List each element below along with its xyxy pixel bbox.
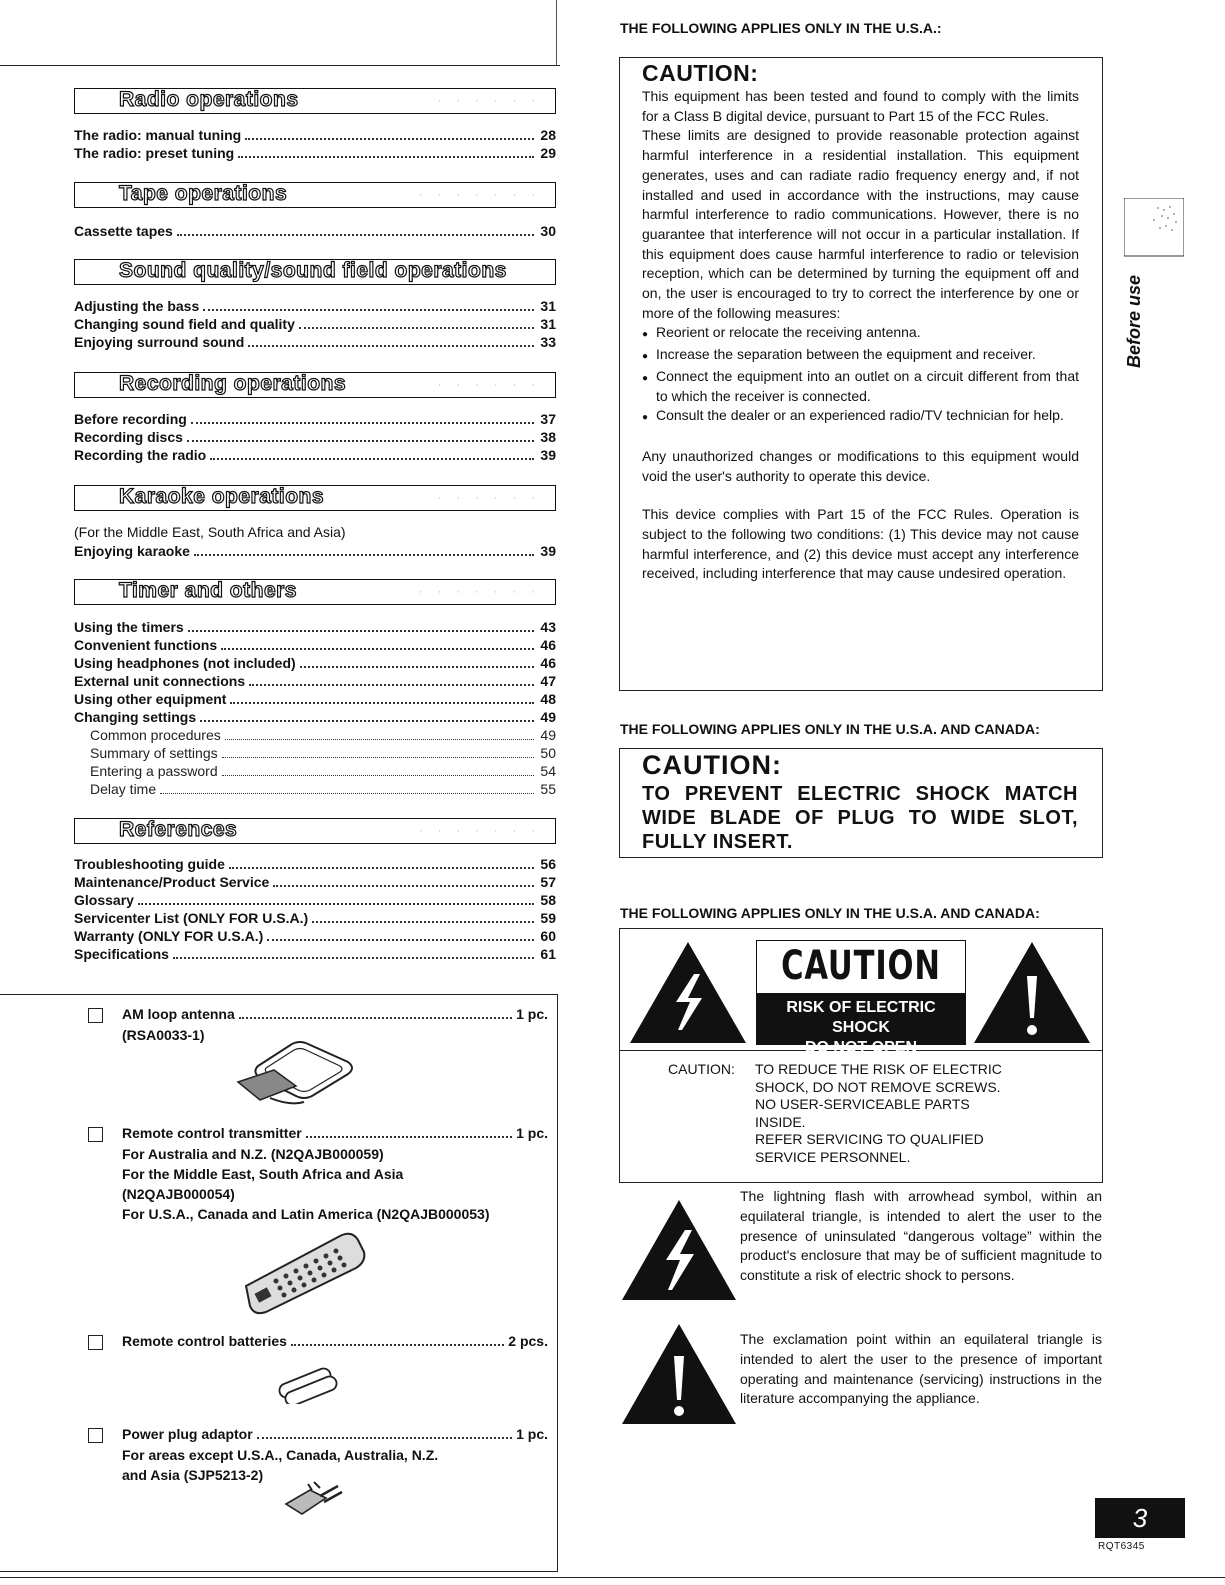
toc-title: Enjoying surround sound [74,334,245,350]
toc-title: Servicenter List (ONLY FOR U.S.A.) [74,910,309,926]
lightning-triangle-icon [628,940,748,1045]
heading-texture: · · · · · · [437,95,541,107]
accessory-line [122,1125,548,1142]
section-heading-tape [74,182,556,208]
toc-title: Cassette tapes [74,223,173,239]
section-heading-tape-text: Tape operations [119,182,288,205]
toc-page: 46 [540,655,556,671]
shock-caution-text [755,1061,1002,1166]
toc-title: Adjusting the bass [74,298,200,314]
fcc-bullet: ● Increase the separation between the equipment and receiver. [642,345,1079,367]
toc-title: Using headphones (not included) [74,655,296,671]
heading-texture: · · · · · · · [419,189,541,201]
toc-title: Delay time [90,781,157,797]
side-tab-graphic [1124,198,1184,258]
toc-row [74,874,556,892]
toc-title: Changing sound field and quality [74,316,295,332]
toc-page: 29 [540,145,556,161]
toc-title: Common procedures [90,727,221,743]
accessory-name: AM loop antenna [122,1006,235,1022]
toc-row [74,910,556,928]
section-heading-timer [74,579,556,605]
toc-page: 28 [540,127,556,143]
shock-label [756,940,966,1056]
toc-row [74,892,556,910]
toc-recording-list [74,411,556,465]
fcc-bullet: ● Reorient or relocate the receiving antenna. [642,323,1079,345]
fcc-statement [642,87,1079,584]
fcc-paragraph: This equipment has been tested and found to comply with the limits for a Class B digital device, pursuant to Part 15 of the FCC Rules. [642,88,1079,124]
toc-page: 47 [540,673,556,689]
toc-page: 49 [540,709,556,725]
toc-title: Specifications [74,946,169,962]
accessory-line [122,1333,548,1350]
accessory-detail: For U.S.A., Canada and Latin America (N2QAJB000053) [122,1206,490,1222]
toc-subrow [74,745,556,763]
plug-caution-text: TO PREVENT ELECTRIC SHOCK MATCH WIDE BLADE OF PLUG TO WIDE SLOT, FULLY INSERT. [642,783,1078,853]
toc-karaoke-list [74,524,556,561]
toc-page: 54 [540,763,556,779]
accessory-line [122,1426,548,1443]
accessory-qty: 2 pcs. [508,1333,548,1349]
heading-texture: · · · · · · [437,379,541,391]
toc-row [74,298,556,316]
fcc-applies-heading: THE FOLLOWING APPLIES ONLY IN THE U.S.A.: [620,20,942,36]
fcc-bullet-text: Increase the separation between the equipment and receiver. [656,346,1036,363]
toc-sound-list [74,298,556,352]
section-heading-karaoke-text: Karaoke operations [119,485,325,508]
toc-page: 31 [540,298,556,314]
fcc-bullet: ● Connect the equipment into an outlet on a circuit different from that to which the receiver is connected. [642,367,1079,406]
section-heading-karaoke [74,485,556,511]
toc-tape-list [74,223,556,241]
toc-page: 58 [540,892,556,908]
toc-row [74,429,556,447]
toc-title: Summary of settings [90,745,218,761]
toc-title: Entering a password [90,763,218,779]
accessory-detail: For areas except U.S.A., Canada, Australia, N.Z. [122,1447,439,1463]
accessory-name: Remote control transmitter [122,1125,302,1141]
toc-page: 39 [540,447,556,463]
side-tab-label: Before use [1124,274,1144,368]
toc-page: 49 [540,727,556,743]
toc-row [74,145,556,163]
plug-applies-heading: THE FOLLOWING APPLIES ONLY IN THE U.S.A. AND CANADA: [620,721,1040,737]
toc-page: 55 [540,781,556,797]
shock-label-caution: CAUTION [781,943,941,989]
shock-label-risk [757,993,965,1056]
accessory-detail: and Asia (SJP5213-2) [122,1467,264,1483]
toc-page: 59 [540,910,556,926]
fcc-bullet-text: Consult the dealer or an experienced radio/TV technician for help. [656,407,1064,424]
shock-caution-line: SHOCK, DO NOT REMOVE SCREWS. [755,1078,1001,1095]
toc-row [74,223,556,241]
section-heading-recording-text: Recording operations [119,372,347,395]
section-heading-timer-text: Timer and others [119,579,297,602]
toc-title: Using the timers [74,619,184,635]
section-heading-recording [74,372,556,398]
batteries-icon [270,1364,346,1404]
fcc-bullet-text: Reorient or relocate the receiving antenna. [656,324,921,341]
fcc-caution-title: CAUTION: [642,60,759,86]
toc-subrow [74,727,556,745]
toc-row [74,709,556,727]
bottom-rule [0,1577,1225,1578]
section-heading-radio [74,88,556,114]
accessory-detail: (N2QAJB000054) [122,1186,235,1202]
accessory-detail: (RSA0033-1) [122,1027,205,1043]
toc-row [74,127,556,145]
toc-title: Troubleshooting guide [74,856,225,872]
toc-title: Glossary [74,892,134,908]
accessory-detail: For Australia and N.Z. (N2QAJB000059) [122,1146,384,1162]
accessory-name: Remote control batteries [122,1333,287,1349]
shock-label-line2: DO NOT OPEN [804,1039,917,1056]
section-heading-references [74,818,556,844]
toc-row [74,619,556,637]
toc-row [74,411,556,429]
toc-row [74,655,556,673]
toc-page: 61 [540,946,556,962]
toc-row [74,447,556,465]
toc-title: Recording discs [74,429,183,445]
fcc-bullet: ● Consult the dealer or an experienced radio/TV technician for help. [642,406,1079,428]
toc-radio-list [74,127,556,163]
toc-title: Using other equipment [74,691,227,707]
fcc-paragraph: These limits are designed to provide reasonable protection against harmful interference in a residential installation. This equipment generates, uses and can radiate radio frequency energy and, if not installed and used in accordance with the instructions, may cause harmful interference to radio communications. However, there is no guarantee that interference will not occur in a particular installation. If this equipment does cause harmful interference to radio or television reception, which can be determined by turning the equipment off and on, the user is encouraged to try to correct the interference by one or more of the following measures: [642,127,1079,321]
toc-page: 30 [540,223,556,239]
toc-page: 39 [540,543,556,559]
toc-title: Enjoying karaoke [74,543,190,559]
toc-subrow [74,781,556,799]
toc-page: 33 [540,334,556,350]
toc-row [74,673,556,691]
lightning-symbol-icon [620,1198,738,1302]
toc-title: External unit connections [74,673,246,689]
accessory-line [122,1006,548,1023]
toc-page: 46 [540,637,556,653]
checkbox[interactable] [88,1335,103,1350]
page-number: 3 [1095,1498,1185,1538]
checkbox[interactable] [88,1127,103,1142]
checkbox[interactable] [88,1008,103,1023]
remote-control-icon [240,1228,370,1316]
toc-title: Convenient functions [74,637,218,653]
shock-caution-prefix: CAUTION: [668,1061,735,1077]
toc-page: 60 [540,928,556,944]
shock-applies-heading: THE FOLLOWING APPLIES ONLY IN THE U.S.A. AND CANADA: [620,905,1040,921]
accessory-detail: For the Middle East, South Africa and Asia [122,1166,404,1182]
fcc-paragraph: Any unauthorized changes or modifications to this equipment would void the user's authority to operate this device. [642,447,1079,484]
fcc-bullet-text: Connect the equipment into an outlet on a circuit different from that to which the receiver is connected. [656,367,1079,404]
toc-row [74,946,556,964]
top-vertical-rule [556,0,557,65]
toc-row [74,543,556,561]
toc-title: Changing settings [74,709,197,725]
toc-page: 37 [540,411,556,427]
heading-texture: · · · · · · · [419,825,541,837]
toc-page: 31 [540,316,556,332]
am-loop-antenna-icon [230,1036,360,1108]
shock-caution-line: INSIDE. [755,1113,806,1130]
shock-caution-line: SERVICE PERSONNEL. [755,1148,911,1165]
fcc-paragraph: This device complies with Part 15 of the FCC Rules. Operation is subject to the following two conditions: (1) This device may not cause harmful interference, and (2) this device must accept any interference received, including interference that may cause undesired operation. [642,506,1079,582]
top-horizontal-rule [0,65,560,66]
plug-caution-title: CAUTION: [642,750,782,780]
checkbox[interactable] [88,1428,103,1443]
shock-label-line1: RISK OF ELECTRIC SHOCK [786,999,936,1036]
toc-row [74,691,556,709]
shock-caution-line: NO USER-SERVICEABLE PARTS [755,1096,970,1112]
toc-row [74,856,556,874]
heading-texture: · · · · · · · [419,586,541,598]
shock-caution-line: REFER SERVICING TO QUALIFIED [755,1131,984,1147]
toc-title: Maintenance/Product Service [74,874,270,890]
toc-references-list [74,856,556,964]
toc-row [74,334,556,352]
toc-page: 50 [540,745,556,761]
section-heading-references-text: References [119,818,238,841]
section-heading-radio-text: Radio operations [119,88,299,111]
lightning-explanation: The lightning flash with arrowhead symbol, within an equilateral triangle, is intended to alert the user to the presence of uninsulated “dangerous voltage” within the product's enclosure that may be of sufficient magnitude to constitute a risk of electric shock to persons. [740,1188,1102,1284]
section-heading-sound [74,259,556,285]
exclamation-triangle-icon [972,940,1092,1045]
toc-page: 57 [540,874,556,890]
side-tab-texture-icon [1124,198,1184,258]
plug-adaptor-icon [280,1478,350,1522]
toc-title: Recording the radio [74,447,207,463]
toc-page: 43 [540,619,556,635]
accessory-qty: 1 pc. [516,1006,548,1022]
toc-title: Before recording [74,411,187,427]
exclamation-symbol-icon [620,1322,738,1426]
toc-title: The radio: preset tuning [74,145,235,161]
toc-page: 48 [540,691,556,707]
toc-region-note: (For the Middle East, South Africa and Asia) [74,524,346,540]
toc-timer-list [74,619,556,799]
accessory-qty: 1 pc. [516,1125,548,1141]
toc-subrow [74,763,556,781]
toc-page: 38 [540,429,556,445]
toc-title: Warranty (ONLY FOR U.S.A.) [74,928,264,944]
accessory-name: Power plug adaptor [122,1426,253,1442]
heading-texture: · · · · · · [437,492,541,504]
section-heading-sound-text: Sound quality/sound field operations [119,259,507,282]
toc-row [74,637,556,655]
document-code: RQT6345 [1098,1541,1145,1552]
exclamation-explanation: The exclamation point within an equilateral triangle is intended to alert the user to the presence of important operating and maintenance (servicing) instructions in the literature accompanying the appliance. [740,1331,1102,1407]
toc-page: 56 [540,856,556,872]
toc-row [74,316,556,334]
toc-title: The radio: manual tuning [74,127,242,143]
toc-row [74,928,556,946]
shock-caution-line: TO REDUCE THE RISK OF ELECTRIC [755,1061,1002,1077]
accessory-qty: 1 pc. [516,1426,548,1442]
